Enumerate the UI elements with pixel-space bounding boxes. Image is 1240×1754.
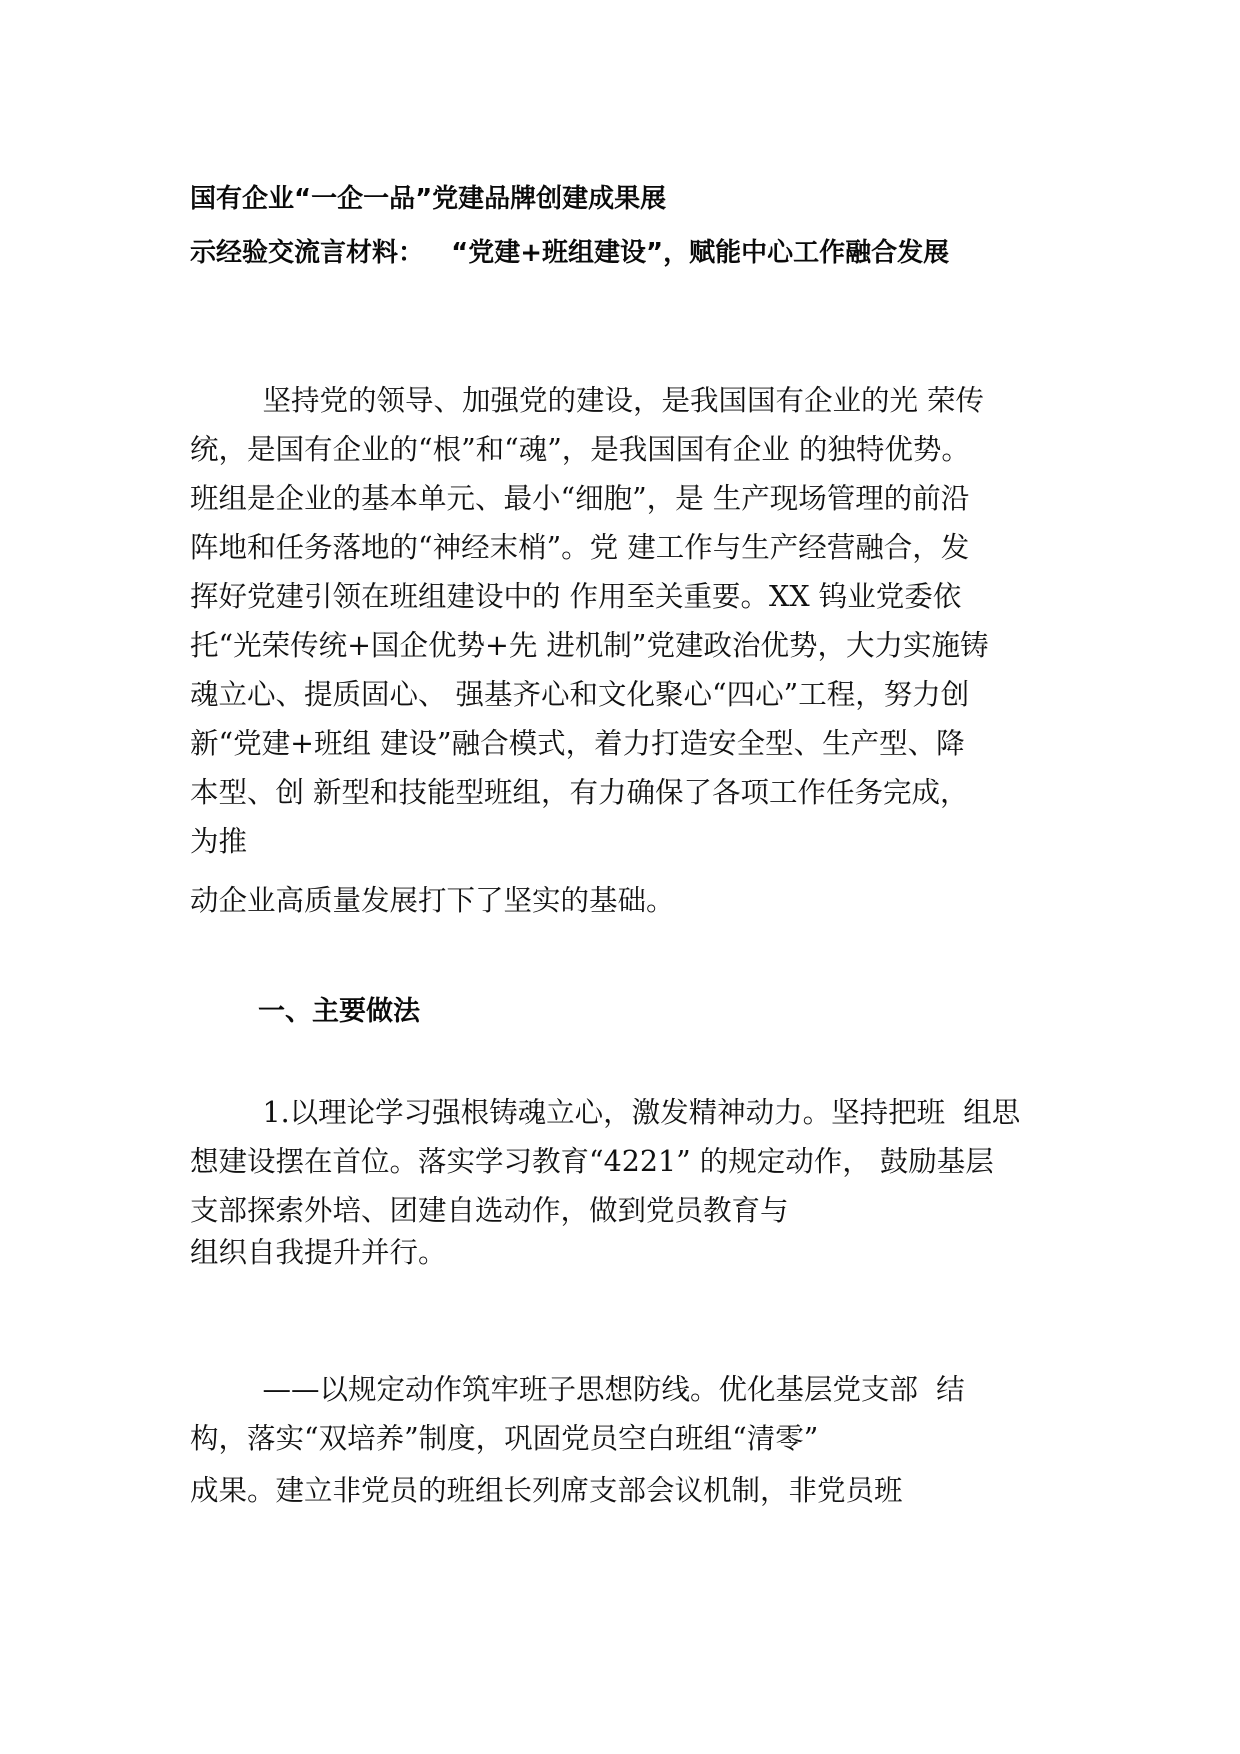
- paragraph-line: 动企业高质量发展打下了坚实的基础。: [190, 884, 675, 917]
- practice-paragraph-1: [190, 1088, 1090, 1235]
- paragraph-line: ——以规定动作筑牢班子思想防线。优化基层党支部 结: [190, 1373, 965, 1406]
- practice-paragraph-2-continuation: [190, 1466, 1090, 1515]
- paragraph-line: 坚持党的领导、加强党的建设，是我国国有企业的光 荣传: [190, 384, 985, 417]
- paragraph-line: 新“党建+班组 建设”融合模式，着力打造安全型、生产型、降: [190, 727, 965, 760]
- paragraph-line: 为推: [190, 825, 248, 858]
- title-line: 示经验交流言材料： “党建+班组建设”，赋能中心工作融合发展: [190, 238, 950, 268]
- paragraph-line: 成果。建立非党员的班组长列席支部会议机制，非党员班: [190, 1474, 903, 1507]
- title-line: 国有企业“一企一品”党建品牌创建成果展: [190, 184, 667, 214]
- intro-paragraph-continuation: [190, 876, 1070, 925]
- document-title: [190, 172, 1090, 280]
- paragraph-line: 想建设摆在首位。落实学习教育“4221” 的规定动作， 鼓励基层: [190, 1145, 994, 1178]
- paragraph-line: 1.以理论学习强根铸魂立心，激发精神动力。坚持把班 组思: [190, 1096, 1021, 1129]
- paragraph-line: 挥好党建引领在班组建设中的 作用至关重要。XX 钨业党委依: [190, 580, 962, 613]
- paragraph-line: 构，落实“双培养”制度，巩固党员空白班组“清零”: [190, 1422, 819, 1455]
- paragraph-line: 魂立心、提质固心、 强基齐心和文化聚心“四心”工程，努力创: [190, 678, 970, 711]
- paragraph-line: 班组是企业的基本单元、最小“细胞”，是 生产现场管理的前沿: [190, 482, 970, 515]
- paragraph-line: 统，是国有企业的“根”和“魂”，是我国国有企业 的独特优势。: [190, 433, 970, 466]
- intro-paragraph: [190, 376, 1070, 866]
- practice-paragraph-1-continuation: [190, 1228, 1090, 1277]
- paragraph-line: 托“光荣传统+国企优势+先 进机制”党建政治优势，大力实施铸: [190, 629, 989, 662]
- paragraph-line: 支部探索外培、团建自选动作，做到党员教育与: [190, 1194, 789, 1227]
- section-heading: 一、主要做法: [258, 996, 420, 1027]
- paragraph-line: 组织自我提升并行。: [190, 1236, 447, 1269]
- paragraph-line: 阵地和任务落地的“神经末梢”。党 建工作与生产经营融合，发: [190, 531, 970, 564]
- paragraph-line: 本型、创 新型和技能型班组，有力确保了各项工作任务完成，: [190, 776, 969, 809]
- practice-paragraph-2: [190, 1365, 1090, 1463]
